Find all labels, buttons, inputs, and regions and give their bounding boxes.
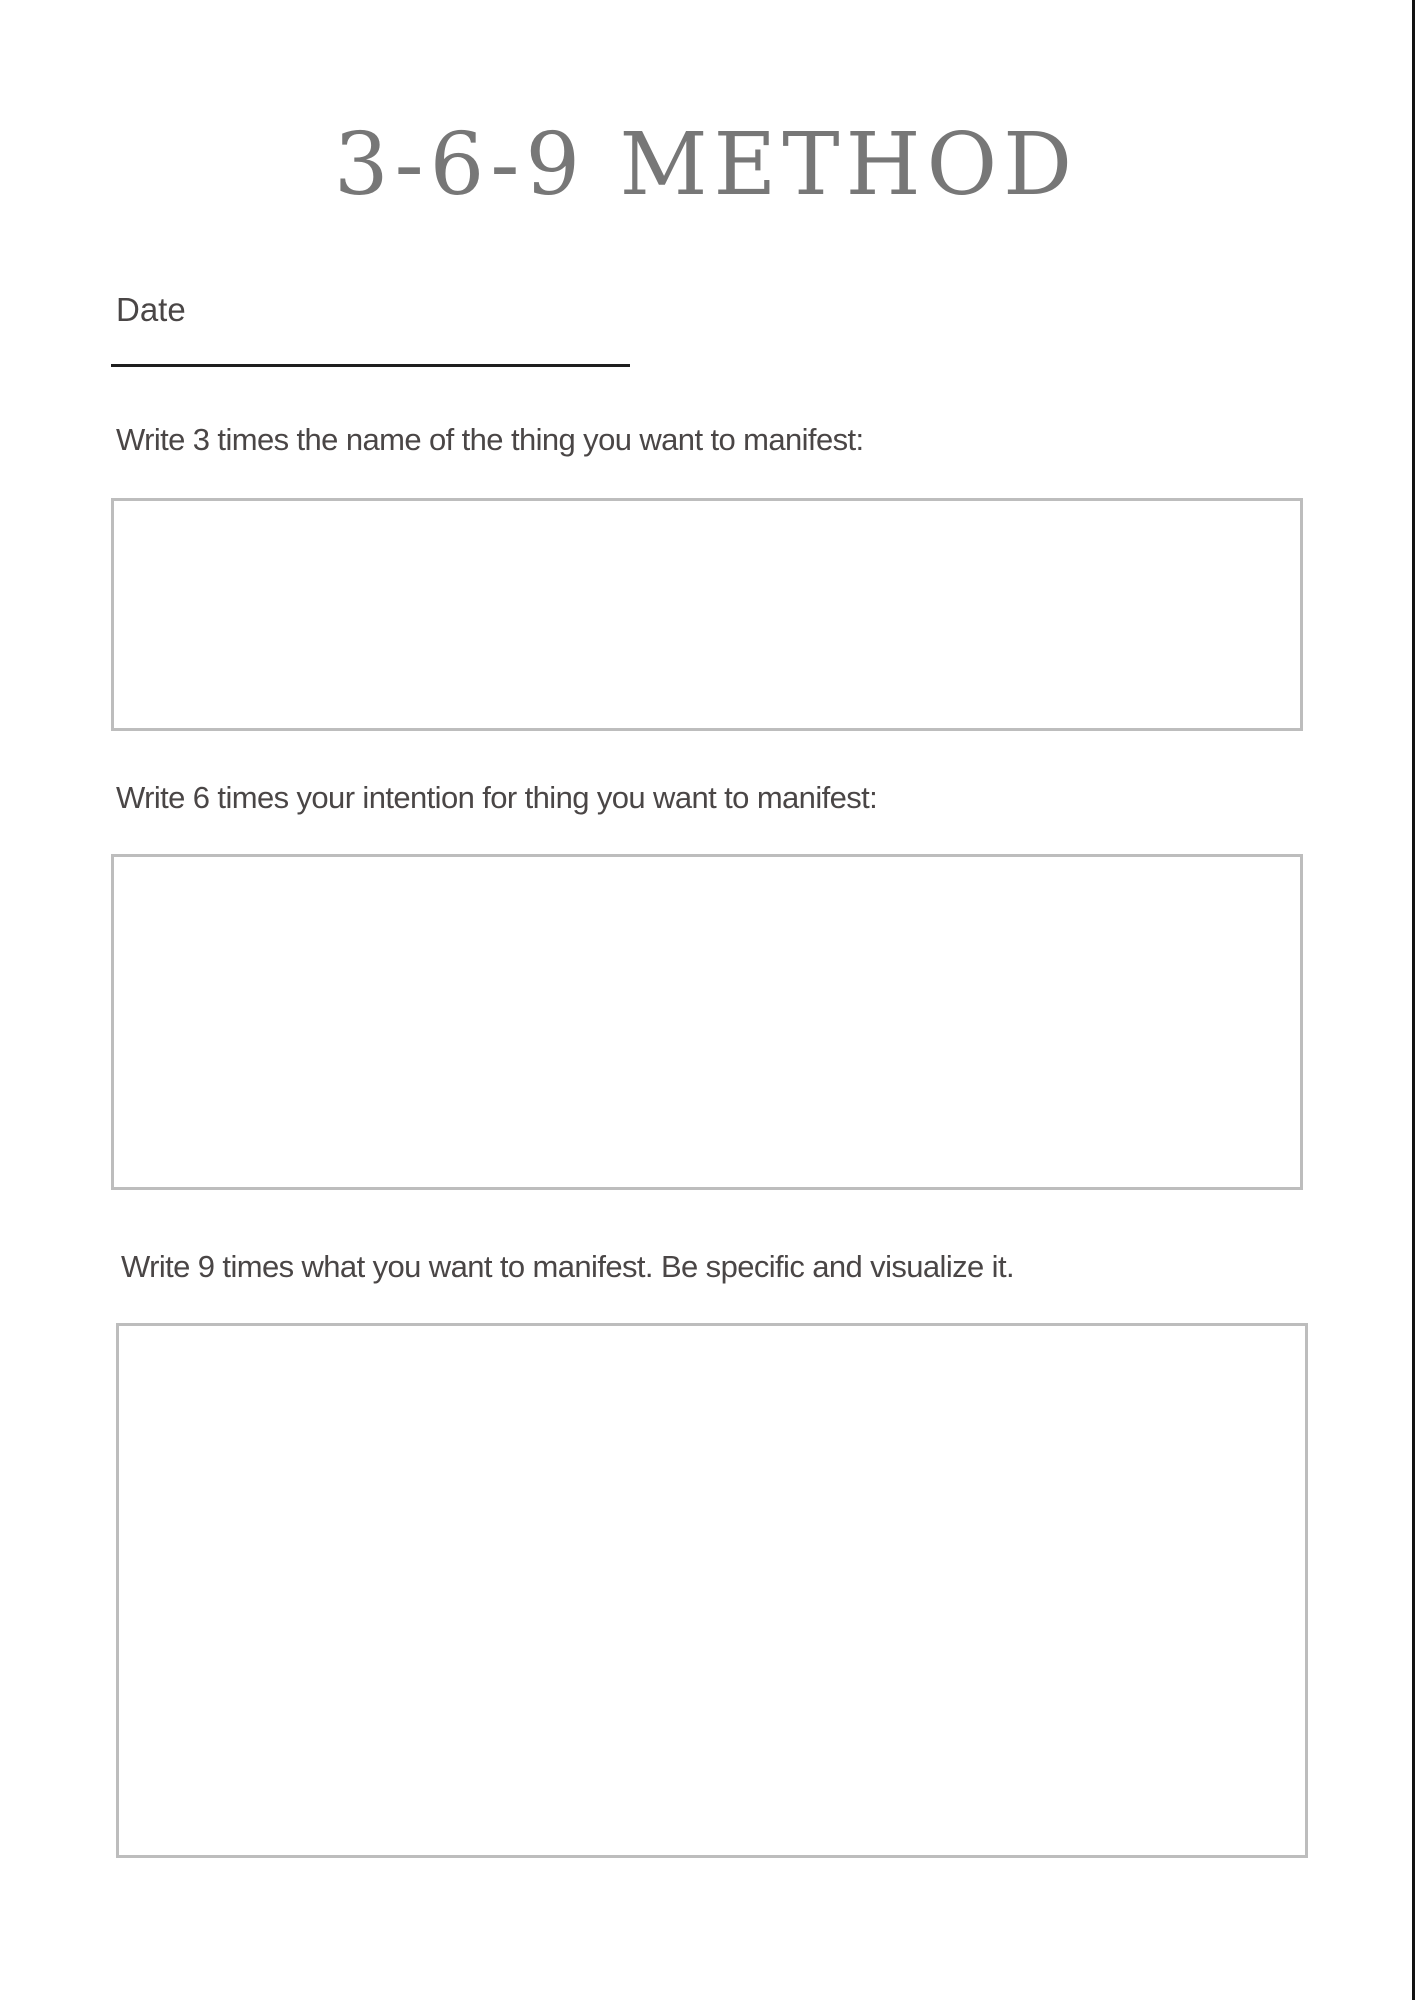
- page-title: 3-6-9 METHOD: [333, 115, 1079, 215]
- prompt-9-times: Write 9 times what you want to manifest. Be specific and visualize it.: [121, 1249, 1014, 1284]
- date-label: Date: [116, 291, 186, 328]
- write-box-3-times[interactable]: [111, 498, 1303, 731]
- prompt-6-times: Write 6 times your intention for thing you want to manifest:: [116, 780, 878, 815]
- write-box-6-times[interactable]: [111, 854, 1303, 1190]
- write-box-9-times[interactable]: [116, 1323, 1308, 1858]
- date-field-line[interactable]: [111, 364, 630, 367]
- prompt-3-times: Write 3 times the name of the thing you want to manifest:: [116, 422, 864, 457]
